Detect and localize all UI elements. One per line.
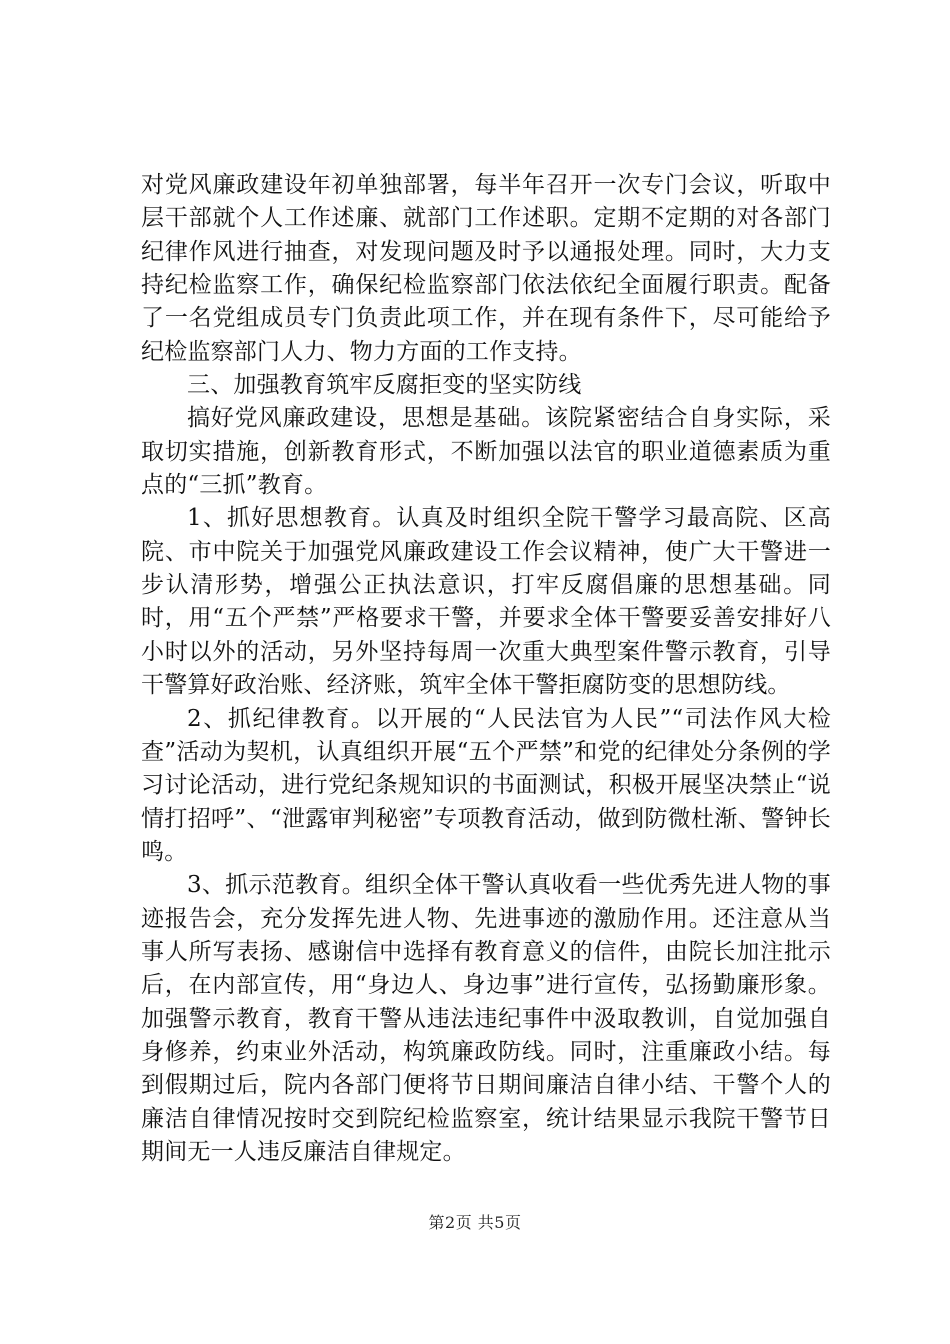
section-heading: 三、加强教育筑牢反腐拒变的坚实防线	[187, 372, 582, 399]
paragraph-continuation: 对党风廉政建设年初单独部署，每半年召开一次专门会议，听取中层干部就个人工作述廉、就部门工作述职。定期不定期的对各部门纪律作风进行抽查，对发现问题及时予以通报处理。同时，大力支持纪检监察工作，确保纪检监察部门依法依纪全面履行职责。配备了一名党组成员专门负责此项工作，并在现有条件下，尽可能给予纪检监察部门人力、物力方面的工作支持。	[141, 172, 831, 365]
paragraph-item-2: 2、抓纪律教育。以开展的“人民法官为人民”“司法作风大检查”活动为契机，认真组织开展“五个严禁”和党的纪律处分条例的学习讨论活动，进行党纪条规知识的书面测试，积极开展坚决禁止“说情打招呼”、“泄露审判秘密”专项教育活动，做到防微杜渐、警钟长鸣。	[141, 705, 831, 865]
page-footer: 第2页 共5页	[428, 1213, 522, 1232]
paragraph-item-1: 1、抓好思想教育。认真及时组织全院干警学习最高院、区高院、市中院关于加强党风廉政建设工作会议精神，使广大干警进一步认清形势，增强公正执法意识，打牢反腐倡廉的思想基础。同时，用“五个严禁”严格要求干警，并要求全体干警要妥善安排好八小时以外的活动，另外坚持每周一次重大典型案件警示教育，引导干警算好政治账、经济账，筑牢全体干警拒腐防变的思想防线。	[141, 505, 831, 699]
paragraph-intro: 搞好党风廉政建设，思想是基础。该院紧密结合自身实际，采取切实措施，创新教育形式，不断加强以法官的职业道德素质为重点的“三抓”教育。	[141, 405, 831, 499]
document-body	[141, 169, 831, 1169]
paragraph-item-3: 3、抓示范教育。组织全体干警认真收看一些优秀先进人物的事迹报告会，充分发挥先进人物、先进事迹的激励作用。还注意从当事人所写表扬、感谢信中选择有教育意义的信件，由院长加注批示后，在内部宣传，用“身边人、身边事”进行宣传，弘扬勤廉形象。加强警示教育，教育干警从违法违纪事件中汲取教训，自觉加强自身修养，约束业外活动，构筑廉政防线。同时，注重廉政小结。每到假期过后，院内各部门便将节日期间廉洁自律小结、干警个人的廉洁自律情况按时交到院纪检监察室，统计结果显示我院干警节日期间无一人违反廉洁自律规定。	[141, 872, 831, 1165]
